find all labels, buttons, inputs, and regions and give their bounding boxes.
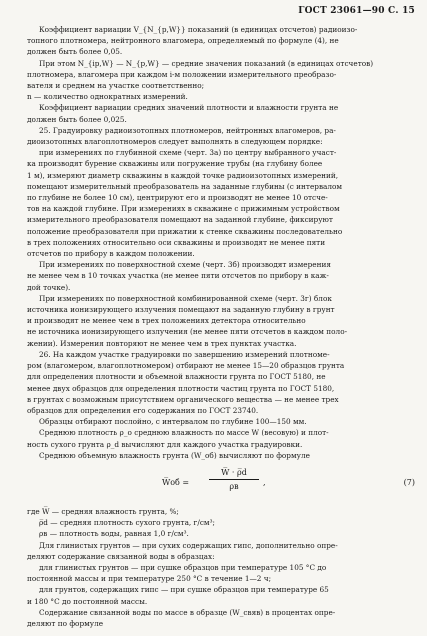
where-line: и 180 °С до постоянной массы. [27,596,148,606]
text-line: по глубине не более 10 см), центрируют его и производят не менее 10 отсче- [27,193,328,203]
text-line: должен быть более 0,05. [27,47,123,57]
where-line: Для глинистых грунтов — при сухих содержащих гипс, дополнительно опре- [39,540,338,550]
text-line: плотномера, влагомера при каждом i-м положении измерительного преобразо- [27,69,337,79]
formula-number: (7) [403,477,415,487]
where-line: для грунтов, содержащих гипс — при сушке образцов при температуре 65 [39,585,329,595]
text-line: не источника ионизирующего излучения (не менее пяти отсчетов в каждом поло- [27,327,348,337]
text-line: источника ионизирующего излучения помещают на заданную глубину в грунт [27,305,335,315]
text-line: топного плотномера, нейтронного влагомера, определяемый по формуле (4), не [27,36,339,46]
text-line: помещают измерительный преобразователь на заданные глубины (с интервалом [27,181,343,191]
text-line: отсчетов по прибору в каждом положении. [27,249,195,259]
text-line: При этом N_{ip,W} — N_{p,W} — средние значения показаний (в единицах отсчетов) [39,58,374,68]
text-line: ность сухого грунта ρ_d вычисляют для каждого участка градуировки. [27,439,303,449]
text-line: Коэффициент вариации V_{N_{p,W}} показаний (в единицах отсчетов) радиоизо- [39,25,358,34]
text-line: в трех положениях относительно оси скважины и производят не менее пяти [27,237,326,247]
where-line: ρв — плотность воды, равная 1,0 г/см³. [39,529,189,539]
text-line: Образцы отбирают послойно, с интервалом по глубине 100—150 мм. [39,417,307,427]
formula-denominator: ρв [229,482,239,492]
where-line: деляют по формуле [27,618,104,628]
page-header: ГОСТ 23061—90 С. 15 [298,6,415,16]
text-line: n — количество однократных измерений. [27,92,188,102]
text-line: при измерениях по глубинной схеме (черт. 3а) по центру выбранного участ- [39,148,337,158]
text-line: положение преобразователя при прижатии к стенке скважины последовательно [27,226,343,236]
formula-comma: , [263,477,266,487]
text-line: Среднюю объемную влажность грунта (W_об) вычисляют по формуле [39,450,310,460]
text-line: При измерениях по поверхностной комбинированной схеме (черт. 3г) блок [39,293,332,303]
text-line: диоизотопных влагоплотномеров следует выполнять в следующем порядке: [27,137,323,147]
where-line: деляют содержание связанной воды в образцах: [27,551,215,561]
where-line: где W̅ — средняя влажность грунта, %; [27,506,179,516]
text-line: ром (влагомером, влагоплотномером) отбирают не менее 15—20 образцов грунта [27,361,345,371]
formula-numerator: W̅ · ρ̅d [209,467,259,480]
text-line: При измерениях по поверхностной схеме (черт. 3б) производят измерения [39,260,331,270]
text-line: Среднюю плотность ρ_o среднюю влажность по массе W (весовую) и плот- [39,428,329,438]
where-line: постоянной массы и при температуре 250 °С в течение 1—2 ч; [27,574,272,584]
where-line: Содержание связанной воды по массе в образце (W_свяв) в процентах опре- [39,607,336,617]
text-line: вателя и среднем на участке соответственно; [27,81,205,91]
text-line: дой точке). [27,282,71,292]
text-line: образцов для определения его содержания по ГОСТ 23740. [27,405,259,415]
where-line: ρ̅d — средняя плотность сухого грунта, г/см³; [39,518,215,528]
text-line: тов на каждой глубине. При измерениях в скважине с прижимным устройством [27,204,340,214]
formula-lhs: W̅об = [162,477,190,487]
text-line: должен быть более 0,025. [27,114,127,124]
document-body [27,24,417,629]
text-line: менее двух образцов для определения плотности частиц грунта по ГОСТ 5180, [27,383,335,393]
text-line: в грунтах с возможным присутствием органического вещества — не менее трех [27,394,339,404]
text-line: Коэффициент вариации средних значений плотности и влажности грунта не [39,103,339,113]
text-line: 1 м), измеряют диаметр скважины в каждой точке радиоизотопных измерений, [27,170,339,180]
text-line: 25. Градуировку радиоизотопных плотномеров, нейтронных влагомеров, ра- [39,125,336,135]
formula-fraction [209,467,259,492]
text-line: 26. На каждом участке градуировки по завершению измерений плотноме- [39,349,330,359]
text-line: не менее чем в 10 точках участка (не менее пяти отсчетов по прибору в каж- [27,271,329,281]
text-line: ка производят бурение скважины или погружение трубы (на глубину более [27,159,323,169]
text-line: измерительного преобразователя помещают на заданной глубине, фиксируют [27,215,333,225]
text-line: для определения плотности и объемной влажности грунта по ГОСТ 5180, не [27,372,326,382]
text-line: и производят не менее чем в трех положениях детектора относительно [27,316,306,326]
text-line: жении). Измерения повторяют не менее чем в трех пунктах участка. [27,338,297,348]
where-line: для глинистых грунтов — при сушке образцов при температуре 105 °С до [39,562,327,572]
formula-7 [27,464,417,504]
